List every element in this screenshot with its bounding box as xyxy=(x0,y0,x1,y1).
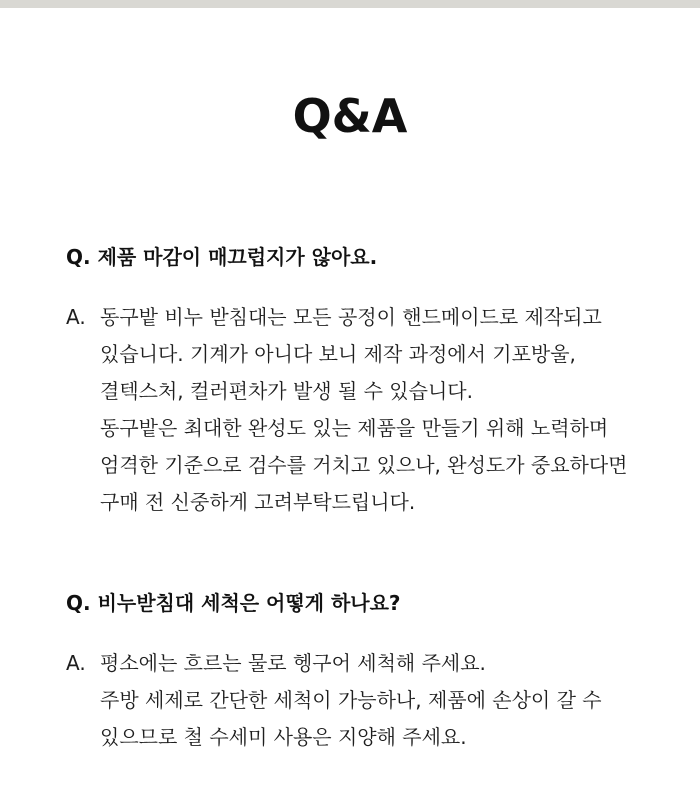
qa-item xyxy=(66,240,666,521)
answer-line: 있습니다. 기계가 아니다 보니 제작 과정에서 기포방울, xyxy=(100,342,576,366)
answer-line: 있으므로 철 수세미 사용은 지양해 주세요. xyxy=(100,725,467,749)
answer-prefix: A. xyxy=(66,305,86,329)
qa-item xyxy=(66,586,666,756)
answer-text xyxy=(100,645,666,756)
answer-line: 구매 전 신중하게 고려부탁드립니다. xyxy=(100,490,416,514)
answer xyxy=(66,299,666,521)
answer-line: 동구밭은 최대한 완성도 있는 제품을 만들기 위해 노력하며 xyxy=(100,416,609,440)
answer-prefix: A. xyxy=(66,651,86,675)
answer-line: 결텍스처, 컬러편차가 발생 될 수 있습니다. xyxy=(100,379,473,403)
question-text: Q. 비누받침대 세척은 어떻게 하나요? xyxy=(66,591,401,615)
answer-line: 엄격한 기준으로 검수를 거치고 있으나, 완성도가 중요하다면 xyxy=(100,453,628,477)
answer-line: 평소에는 흐르는 물로 헹구어 세척해 주세요. xyxy=(100,651,486,675)
top-border xyxy=(0,0,700,8)
answer-line: 주방 세제로 간단한 세척이 가능하나, 제품에 손상이 갈 수 xyxy=(100,688,602,712)
question-text: Q. 제품 마감이 매끄럽지가 않아요. xyxy=(66,245,378,269)
answer-line: 동구밭 비누 받침대는 모든 공정이 핸드메이드로 제작되고 xyxy=(100,305,602,329)
answer xyxy=(66,645,666,756)
page-title: Q&A xyxy=(292,89,408,143)
answer-text xyxy=(100,299,666,521)
